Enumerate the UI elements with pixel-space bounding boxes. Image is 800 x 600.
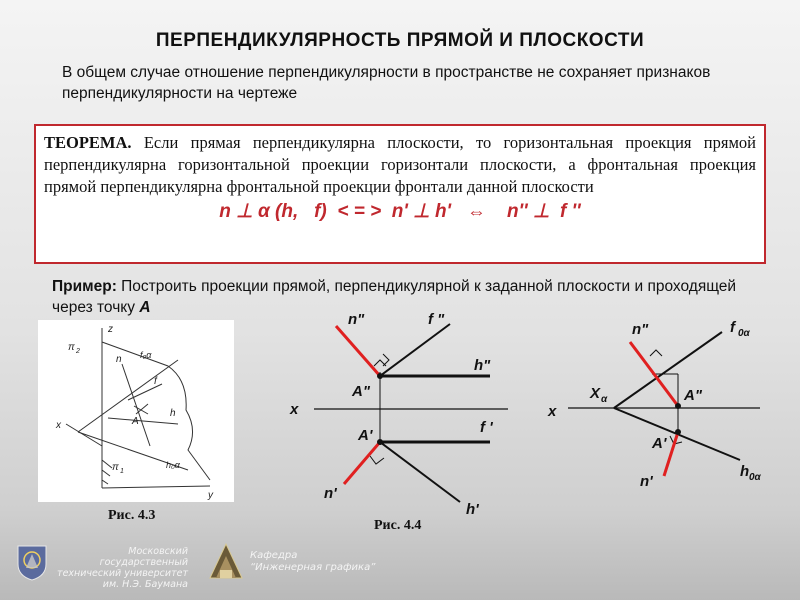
fig44-label-n1: n': [324, 485, 337, 502]
fig43-label-y: y: [208, 490, 213, 501]
fig43-label-pi1: π: [112, 462, 119, 473]
fig44-label-h2: h": [474, 357, 491, 374]
fig45-label-h0: h: [740, 463, 750, 480]
figure-4-5: [540, 310, 780, 500]
fig43-label-h0a: h₀α: [166, 460, 180, 470]
fig45-label-xa: X: [590, 385, 601, 402]
example-label: Пример:: [52, 278, 117, 295]
fig44-label-f1: f ': [480, 419, 493, 436]
fig44-label-h1: h': [466, 501, 479, 518]
university-name: Московский государственный технический университет им. Н.Э. Баумана: [57, 546, 188, 590]
fig45-label-n2: n": [632, 321, 649, 338]
theorem-text: Если прямая перпендикулярна плоскости, то горизонтальная проекция прямой перпендикулярна горизонтальной проекции горизонтали плоскости, а фронтальная проекция прямой перпендикулярна фронтальной проекции фронтали данной плоскости: [44, 133, 756, 196]
fig44-label-f2: f ": [428, 311, 445, 328]
fig45-label-x: x: [548, 403, 557, 420]
example-point: A: [139, 299, 151, 316]
fig43-label-x: x: [56, 420, 61, 431]
fig43-caption: Рис. 4.3: [108, 508, 156, 523]
department-name: [250, 550, 400, 574]
fig45-label-n1: n': [640, 473, 653, 490]
page-title: ПЕРПЕНДИКУЛЯРНОСТЬ ПРЯМОЙ И ПЛОСКОСТИ: [155, 30, 645, 51]
fig43-label-h: h: [170, 408, 176, 419]
fig43-label-f0a: f₀α: [140, 350, 152, 360]
department-title: “Инженерная графика”: [250, 562, 376, 573]
fig43-label-f: f: [154, 376, 157, 387]
theorem-formula: n ⊥ α (h, f) < = > n' ⊥ h' ⇔ n'' ⊥ f '': [219, 201, 581, 222]
intro-text: В общем случае отношение перпендикулярности в пространстве не сохраняет признаков перпендикулярности на чертеже: [62, 64, 711, 102]
theorem-label: ТЕОРЕМА.: [44, 133, 132, 152]
fig45-label-f0: f: [730, 319, 735, 336]
fig44-label-n2: n": [348, 311, 365, 328]
fig43-label-pi1-sub: 1: [120, 468, 124, 475]
example-text: Построить проекции прямой, перпендикулярной к заданной плоскости и проходящей через точку: [52, 278, 737, 316]
fig43-label-a: A: [132, 416, 139, 427]
fig43-label-z: z: [108, 324, 113, 335]
fig43-label-pi2-sub: 2: [76, 348, 80, 355]
department-logo-icon: [206, 540, 246, 582]
fig43-label-n: n: [116, 354, 122, 365]
fig44-label-a1: A': [358, 427, 373, 444]
fig45-label-h0-sub: 0α: [749, 472, 761, 483]
fig44-caption: Рис. 4.4: [374, 518, 422, 533]
theorem-box: [34, 124, 766, 264]
university-emblem-icon: [14, 542, 50, 582]
fig45-label-a1: A': [652, 435, 667, 452]
figure-4-3-drawing: [38, 320, 234, 502]
fig45-label-xa-sub: α: [601, 394, 608, 405]
fig44-label-x: x: [290, 401, 299, 418]
fig43-label-pi2: π: [68, 342, 75, 353]
department-label: Кафедра: [250, 550, 298, 561]
fig45-label-a2: A": [684, 387, 702, 404]
fig44-label-a2: A": [352, 383, 370, 400]
fig45-label-f0-sub: 0α: [738, 328, 750, 339]
figure-4-4: [280, 302, 520, 522]
figure-4-3: [38, 320, 234, 502]
